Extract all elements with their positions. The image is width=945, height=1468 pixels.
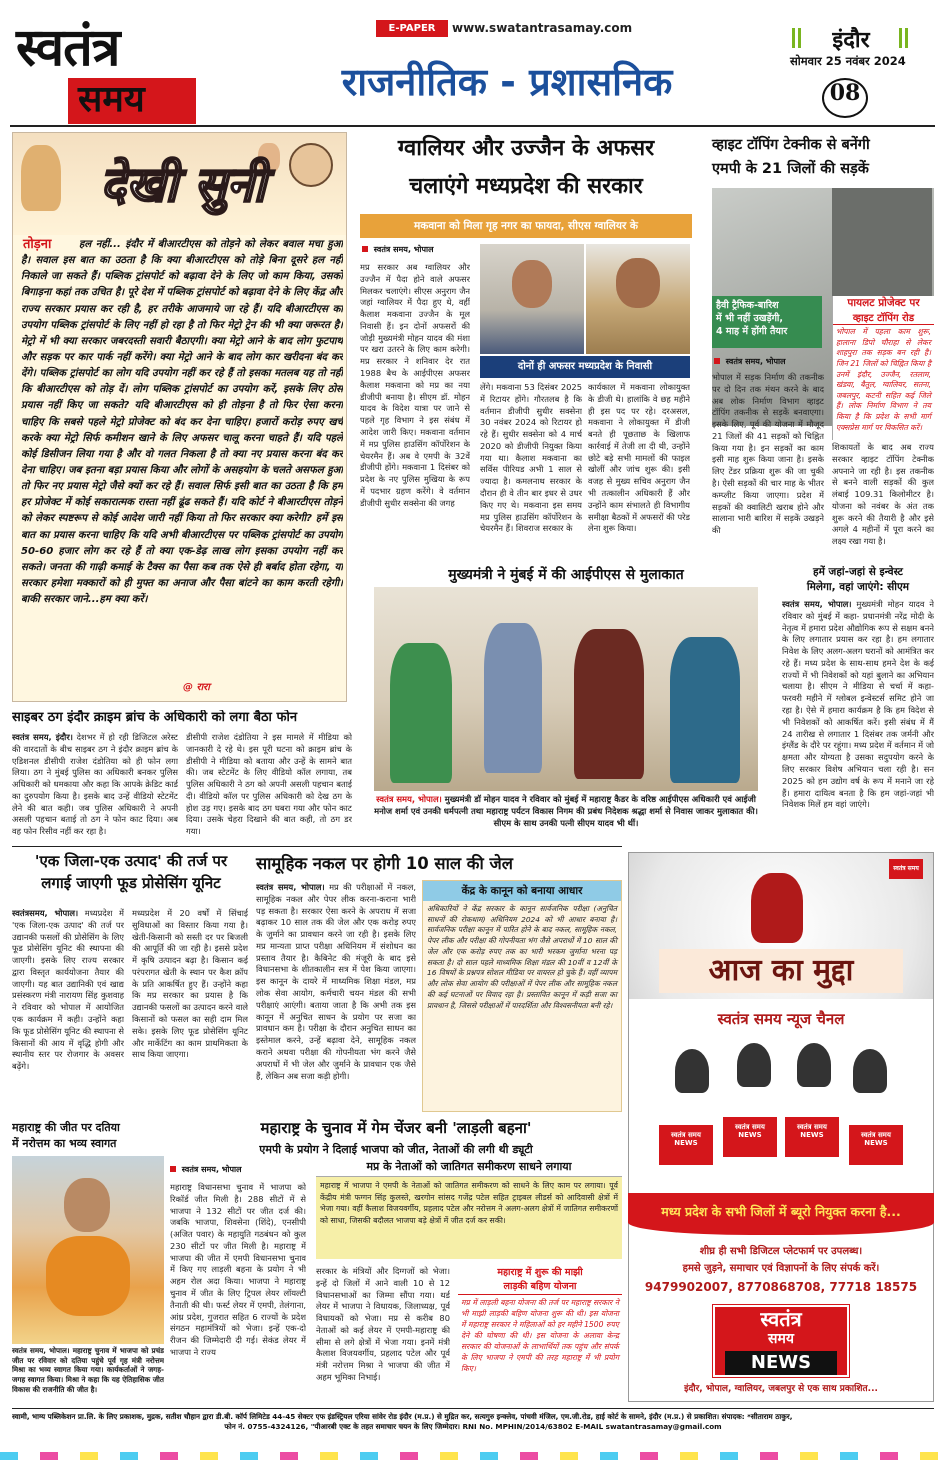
- invest-story: [782, 565, 934, 845]
- masthead: [0, 0, 945, 128]
- ad-phones[interactable]: 9479902007, 8770868708, 77718 18575: [644, 1280, 918, 1294]
- woman-left-figure: [390, 643, 452, 783]
- mic-flag-label: स्वतंत्र समय NEWS: [797, 1123, 827, 1140]
- byline-square-icon: [362, 246, 368, 252]
- nakal-story: [256, 852, 622, 1114]
- cm-mumbai-caption-text: मुख्यमंत्री डॉ मोहन यादव ने रविवार को मुंबई में महाराष्ट्र कैडर के वरिष्ठ आईपीएस अधिकारी एवं आईजी मनोज शर्मा एवं उनकी धर्मपत्नी तथा महाराष्ट्र पर्यटन विकास निगम की प्रबंध निदेशक श्रद्धा शर्मा से निवास जाकर मुलाकात की। सीएम के साथ उनकी पत्नी सीएम यादव भी थीं।: [374, 794, 758, 829]
- gwalior-story: [360, 132, 692, 562]
- gwalior-strap-text: मकवाना को मिला गृह नगर का फायदा, सीएस ग्वालियर के: [414, 220, 638, 232]
- mic-3-icon: [797, 1043, 831, 1087]
- ladli-box2-title-2: लाड़की बहिण योजना: [458, 1280, 622, 1295]
- cm-meeting-photo: [374, 587, 758, 791]
- food-headline-2: लगाई जाएगी फूड प्रोसेसिंग यूनिट: [41, 874, 221, 892]
- site-url[interactable]: www.swatantrasamay.com: [452, 21, 633, 35]
- mic-2-icon: [737, 1043, 771, 1087]
- ad-banner: [628, 1193, 934, 1235]
- mid-rule: [12, 846, 622, 847]
- logo-line1: स्वतंत्र: [16, 18, 120, 78]
- wt-headline-1: व्हाइट टॉपिंग टेक्नीक से बनेंगी: [712, 137, 870, 153]
- wt-col2: शिकायतों के बाद अब राज्य सरकार व्हाइट टॉपिंग टेक्नीक अपनाने जा रही है। इस तकनीक से बनने वाली सड़कों की कुल लंबाई 109.31 किलोमीटर है। योजना को नवंबर के अंत तक शुरू करने की तैयारी है और इसे अगले 4 महीनों में पूरा करने का लक्ष्य रखा गया है।: [832, 442, 934, 547]
- cyber-story: [12, 710, 352, 850]
- ladli-col2: सरकार के मंत्रियों और दिग्गजों को भेजा। इन्हें दो जिलों में आने वाली 10 से 12 विधानसभाओं का जिम्मा सौंपा गया। थर्ड लेयर में भाजपा ने विधायक, जिलाध्यक्ष, पूर्व विधायकों को भेजा। मप्र से करीब 80 नेताओं को कई लेयर में एमपी-महाराष्ट्र की सीमा से लगे क्षेत्रों में भेजा गया। इनमें मंत्री कैलाश विजयवर्गीय, प्रहलाद पटेल और पूर्व मंत्री नरोत्तम मिश्रा ने भाजपा की जीत में अहम भूमिका निभाई।: [316, 1266, 450, 1383]
- imprint-rule: [12, 1408, 934, 1409]
- ladli-col1: महाराष्ट्र विधानसभा चुनाव में भाजपा को रिकॉर्ड जीत मिली है। 288 सीटों में से भाजपा ने 132 सीटों पर जीत दर्ज की। जबकि भाजपा, शिवसेना (शिंदे), एनसीपी (अजित पवार) के महायुति गठबंधन को कुल 230 सीटों पर जीत मिली है। महाराष्ट्र में भाजपा की जीत में एमपी विधानसभा चुनाव में किए गए लाड़ली बहना के प्रयोग ने भी अहम रोल अदा किया। भाजपा ने महाराष्ट्र चुनाव में जीत के लिए ट्रिपल लेयर लॉयल्टी तैनाती की थी। फर्स्ट लेयर में एमपी, तेलंगाना, आंध्र प्रदेश, गुजरात सहित 6 राज्यों के प्रदेश संगठन महामंत्रियों को भेजा। इन्हें एक-दो रीजन की जिम्मेदारी दी गई। सेकंड लेयर में भाजपा ने राज्य: [170, 1182, 306, 1357]
- wt-byline: [714, 356, 786, 367]
- cm-figure: [574, 629, 644, 779]
- ad-news-logo: [713, 1305, 849, 1377]
- gwalior-strap: [360, 214, 692, 238]
- imprint-line1: स्वामी, भाग्य पब्लिकेशन प्रा.लि. के लिए प्रकाशक, मुद्रक, सतीश चौहान द्वारा डी.बी. कॉर्प लिमिटेड 44-45 सेक्टर एफ इंडस्ट्रियल एरिया सांवेर रोड इंदौर (म.प्र.) से मुद्रित कर, सत्यगुरु इन्क्लेव, पांचवी मंजिल, एम.जी.रोड, हाई कोर्ट के सामने, इंदौर (म.प्र.) से प्रकाशित। संपादक: *सीताराम ठाकुर,: [12, 1412, 793, 1421]
- mic-flag-3: [785, 1117, 839, 1157]
- gwalior-headline-2: चलाएंगे मध्यप्रदेश की सरकार: [409, 174, 643, 199]
- page-number: 08: [829, 80, 861, 106]
- food-col1-text: मध्यप्रदेश में 'एक जिला-एक उत्पाद' की तर्ज पर उद्यानकी फसलों की प्रोसेसिंग के लिए फूड प्रोसेसिंग यूनिट की स्थापना की जाएगी। इसके लिए राज्य सरकार द्वारा विस्तृत कार्ययोजना तैयार की जाएगी। यह बात उद्यानिकी एवं खाद्य प्रसंस्करण मंत्री नारायण सिंह कुशवाह ने रविवार को भोपाल में आयोजित एक कार्यक्रम में कही। उन्होंने कहा कि फूड प्रोसेसिंग यूनिट की स्थापना से किसानों की आय में वृद्धि होगी और स्थानीय स्तर पर रोजगार के अवसर बढ़ेंगे।: [12, 908, 124, 1072]
- logo-line2: समय: [78, 79, 145, 120]
- ad-footer-line: इंदौर, भोपाल, ग्वालियर, जबलपुर से एक साथ प्रकाशित...: [684, 1384, 878, 1394]
- epaper-label: E-PAPER: [388, 23, 436, 34]
- listener-face-icon: [289, 143, 333, 187]
- cyber-col2: डीसीपी राजेश दंडोतिया ने इस मामले में मीडिया को जानकारी दे रहे थे। इस पूरी घटना को क्राइम ब्रांच के डीसीपी ने मीडिया को बताया और उन्हें के सामने बात की। जब स्टेटमेंट के लिए वीडियो कॉल लगाया, तब पुलिस अधिकारी ने ठग को अपनी असली पहचान बताई दी। वीडियो कॉल पर पुलिस अधिकारी को देख ठग के होश उड़ गए। इसके बाद ठग घबरा गया और फोन काट दिया। उसके चेहरा दिखाने की बात कही, तो ठग डर गया।: [186, 732, 352, 837]
- nakal-box-text: अधिकारियों ने केंद्र सरकार के कानून सार्वजनिक परीक्षा (अनुचित साधनों की रोकथाम) अधिनियम 2024 को भी आधार बनाया है। सार्वजनिक परीक्षा कानून में पारित होने के बाद नकल, सामूहिक नकल, पेपर लीक और परीक्षा की गोपनीयता भंग जैसे अपराधों में 10 साल की जेल और एक करोड़ रुपए तक का भारी भरकम जुर्माना भरना पड़ सकता है। दो साल पहले माध्यमिक शिक्षा मंडल की 10वीं व 12वीं के 16 विषयों के प्रश्नपत्र सोशल मीडिया पर वायरल हो चुके हैं। वहीं व्यापम और लोक सेवा आयोग की परीक्षाओं में पेपर लीक और सामूहिक नकल की कई घटनाओं पर विवाद रहा है। प्रस्तावित कानून में कड़ी सजा का प्रावधान है, जिससे परीक्षाओं में पारदर्शिता और विश्वसनीयता बनी रहे।: [427, 904, 617, 1010]
- imprint-line2: फोन नं. 0755-4324126, "पीआरबी एक्ट के तहत समाचार चयन के लिए जिम्मेदार। RNI No. MPHIN/2014/63802 E-MAIL swatantrasamay@gmail.com: [224, 1422, 722, 1432]
- ad-logo-news: NEWS: [725, 1351, 837, 1375]
- nakal-byline: स्वतंत्र समय, भोपाल।: [256, 882, 325, 892]
- dekhi-suni-lead: तोड़ना: [23, 237, 52, 252]
- gwalior-photo-caption: दोनों ही अफसर मध्यप्रदेश के निवासी: [480, 356, 690, 378]
- wt-side-head-1: पायलट प्रोजेक्ट पर: [847, 297, 920, 309]
- wt-byline-text: स्वतंत्र समय, भोपाल: [725, 357, 786, 366]
- wt-caption-box: [712, 296, 822, 348]
- cyber-col1-text: देशभर में हो रही डिजिटल अरेस्ट की वारदातों के बीच साइबर ठग ने इंदौर क्राइम ब्रांच के एडिशनल डीसीपी राजेश दंडोतिया को ही फोन लगा लिया। ठग ने मुंबई पुलिस का अधिकारी बनकर पुलिस अधिकारी को धमकाया और कहा कि आपके क्रेडिट कार्ड का दुरुपयोग किया है। इसके बाद उन्हें वीडियो स्टेटमेंट लेने की बात कही। जब पुलिस अधिकारी ने अपनी असली पहचान बताई तो ठग ने फोन काट दिया। अब वह फोन रिसीव नहीं कर रहा है।: [12, 732, 178, 837]
- ladli-box2: [458, 1266, 622, 1402]
- byline-square-icon: [714, 358, 720, 364]
- nakal-headline: सामूहिक नकल पर होगी 10 साल की जेल: [256, 854, 513, 873]
- gwalior-headline-1: ग्वालियर और उज्जैन के अफसर: [397, 136, 655, 161]
- datia-caption: स्वतंत्र समय, भोपाल। महाराष्ट्र चुनाव में भाजपा को प्रचंड जीत पर रविवार को दतिया पहुंचे पूर्व गृह मंत्री नरोत्तम मिश्रा का भव्य स्वागत किया गया। कार्यकर्ताओं ने जगह-जगह स्वागत किया। मिश्रा ने कहा कि यह ऐतिहासिक जीत विकास की राजनीति की जीत है।: [12, 1346, 164, 1394]
- makwana-photo: [480, 244, 584, 354]
- dekhi-suni-box: [12, 132, 347, 702]
- garland: [46, 1236, 130, 1316]
- ladli-byline: [170, 1164, 242, 1175]
- datia-story: [12, 1120, 164, 1402]
- invest-headline-2: मिलेगा, वहां जाएंगे: सीएम: [806, 581, 910, 593]
- ad-mini-logo-text: स्वतंत्र समय: [893, 865, 919, 872]
- gwalior-col1: मप्र सरकार अब ग्वालियर और उज्जैन में पैदा होने वाले अफसर मिलकर चलाएंगे। सीएस अनुराग जैन जहां ग्वालियर में पैदा हुए थे, वहीं कैलाश मकवाना उज्जैन के मूल निवासी हैं। इन दोनों अफसरों की जोड़ी मुख्यमंत्री मोहन यादव की मंशा पर खरा उतरने के लिए काम करेगी। मप्र सरकार ने शनिवार देर रात 1988 बैच के आईपीएस अफसर कैलाश मकवाना को मप्र का नया डीजीपी बनाया है। सीएम डॉ. मोहन यादव के विदेश यात्रा पर जाने से पहले गृह विभाग ने इस संबंध में आदेश जारी किए। मकवाना वर्तमान में मप्र पुलिस हाउसिंग कॉर्पोरेशन के चेयरमैन हैं। अब वे एमपी के 32वें डीजीपी होंगे। मकवाना 1 दिसंबर को प्रदेश के नए पुलिस मुखिया के रूप में पदभार ग्रहण करेंगे। वे वर्तमान डीजीपी सुधीर सक्सेना की जगह: [360, 262, 470, 508]
- byline-square-icon: [170, 1166, 176, 1172]
- cm-mumbai-headline: मुख्यमंत्री ने मुंबई में की आईपीएस से मुलाकात: [448, 567, 684, 583]
- cyber-col1: [12, 732, 178, 848]
- wt-headline-2: एमपी के 21 जिलों की सड़कें: [712, 161, 869, 177]
- cm-mumbai-caption: [374, 793, 758, 841]
- ad-channel-band: [629, 999, 933, 1039]
- white-topping-story: [712, 132, 934, 562]
- ad-logo-line1: स्वतंत्र: [760, 1307, 802, 1331]
- cm-mumbai-byline: स्वतंत्र समय, भोपाल।: [376, 794, 442, 804]
- wt-side-head-2: व्हाइट टॉपिंग रोड: [833, 310, 934, 325]
- ladli-byline-text: स्वतंत्र समय, भोपाल: [181, 1165, 242, 1174]
- mic-flag-1: [659, 1125, 713, 1165]
- mic-flag-4: [849, 1125, 903, 1165]
- man-figure-1: [484, 623, 542, 773]
- invest-byline: स्वतंत्र समय, भोपाल।: [782, 599, 852, 609]
- invest-body-text: मुख्यमंत्री मोहन यादव ने रविवार को मुंबई में कहा- प्रधानमंत्री नरेंद्र मोदी के नेतृत्व में हमारा प्रदेश औद्योगिक रूप से सक्षम बनने के लिए लगातार प्रयास कर रहा है। हम लगातार निवेश के लिए अलग-अलग घरानों को आमंत्रित कर रहे हैं। मध्य प्रदेश के साथ-साथ हमने देश के कई राज्यों में भी निवेशकों को यहां बुलाने का अभियान चलाया है। सीएम ने मीडिया से चर्चा में कहा- फरवरी महीने में ग्लोबल इन्वेस्टर्स समिट होने जा रहा है। ऐसे में हमारा कार्यक्रम है कि हम विदेश से भी निवेशकों को आकर्षित करें। इसी संबंध में मैं 24 तारीख से लगातार 1 दिसंबर तक जर्मनी और इंग्लैंड के दौरे पर रहूंगा। मध्य प्रदेश में वर्तमान में जो क्षमता और योग्यता है उसका सदुपयोग करने के लिए सरकार विशेष अभियान चला रही है। सन 2025 को हम उद्योग वर्ष के रूप में मनाने जा रहे हैं। हमारा दायित्व बनता है कि हम जहां-जहां भी निवेशक मिलें हम वहां जाएंगे।: [782, 599, 934, 810]
- spy-figure-icon: [21, 145, 61, 211]
- ad-logo-line2: समय: [768, 1331, 794, 1347]
- mic-flag-label: स्वतंत्र समय NEWS: [671, 1131, 701, 1148]
- ladli-headline: महाराष्ट्र के चुनाव में गेम चेंजर बनी 'लाड़ली बहना': [260, 1119, 532, 1137]
- epaper-badge: [376, 20, 448, 37]
- cyber-headline: साइबर ठग इंदौर क्राइम ब्रांच के अधिकारी को लगा बैठा फोन: [12, 710, 298, 725]
- ladli-box2-title-1: महाराष्ट्र में शुरू की माझी: [497, 1267, 583, 1278]
- food-col1: [12, 908, 124, 1118]
- ad-contact: [629, 1243, 933, 1303]
- wt-side-text: भोपाल में पहला काम शुरू, हालाना डिपो चौराहा से लेकर शाहपुरा तक सड़क बन रही है। जिन 21 जिलों को चिह्नित किया है उनमें इंदौर, उज्जैन, रतलाम, खंडवा, बैतूल, ग्वालियर, सतना, जबलपुर, कटनी सहित कई जिले हैं। लोक निर्माण विभाग ने तय किया है कि प्रदेश के सभी मार्ग एक्सप्रेस मार्ग पर विकसित करें।: [836, 327, 931, 432]
- woman-right-figure: [670, 637, 740, 783]
- mic-1-icon: [675, 1049, 709, 1093]
- ad-mini-logo: [889, 859, 923, 879]
- food-story: [12, 852, 250, 1120]
- cyber-byline: स्वतंत्र समय, इंदौर।: [12, 732, 73, 742]
- food-byline: स्वतंत्रसमय, भोपाल।: [12, 908, 79, 918]
- gwalior-col2: लेंगे। मकवाना 53 दिसंबर 2025 में रिटायर होंगे। गौरतलब है कि वर्तमान डीजीपी सुधीर सक्सेना 30 नवंबर 2024 को रिटायर हो रहे हैं। सुधीर सक्सेना को 4 मार्च 2020 को डीजीपी नियुक्त किया गया था। कैलाश मकवाना का सर्विस पीरियड अभी 1 साल से ज्यादा है। कमलनाथ सरकार के दौरान ही वे तीन बार इधर से उधर किए गए थे। मकवाना इस समय मप्र पुलिस हाउसिंग कॉर्पोरेशन के चेयरमैन हैं। शिवराज सरकार के: [480, 382, 582, 534]
- mic-flag-label: स्वतंत्र समय NEWS: [861, 1131, 891, 1148]
- logo: [14, 18, 204, 127]
- city-name: इंदौर: [832, 28, 870, 53]
- datia-headline-1: महाराष्ट्र की जीत पर दतिया: [12, 1121, 120, 1134]
- anurag-jain-photo: [586, 244, 690, 354]
- wt-caption-1: हैवी ट्रैफिक-बारिश: [716, 300, 779, 311]
- ad-banner-text: मध्य प्रदेश के सभी जिलों में ब्यूरो नियुक्त करना है...: [661, 1204, 901, 1219]
- wt-caption-3: 4 माह में होंगी तैयार: [716, 326, 788, 337]
- dekhi-suni-header: [13, 133, 346, 235]
- jain-face: [616, 258, 660, 308]
- ladli-box2-text: मप्र में लाड़ली बहना योजना की तर्ज पर महाराष्ट्र सरकार ने भी माझी लाड़की बहिण योजना शुरू की थी। इस योजना में महाराष्ट्र सरकार ने महिलाओं को हर महीने 1500 रुपए देने की घोषणा की थी। इस योजना के अलावा केन्द्र सरकार की योजनाओं के लाभार्थियों तक पहुंच और संपर्क के लिए भाजपा ने एमपी की तरह महाराष्ट्र में भी प्रयोग किए।: [461, 1298, 619, 1373]
- dekhi-suni-signature: @ रारा: [183, 682, 210, 693]
- gwalior-byline: [362, 244, 434, 255]
- aaj-ka-mudda-title: आज का मुद्दा: [659, 949, 903, 993]
- masthead-rule: [10, 125, 935, 127]
- food-headline-1: 'एक जिला-एक उत्पाद' की तर्ज पर: [34, 852, 228, 870]
- issue-date: सोमवार 25 नवंबर 2024: [790, 54, 906, 68]
- aaj-ka-mudda-ad[interactable]: [628, 852, 934, 1402]
- wt-side-box: [832, 296, 934, 440]
- ad-channel: स्वतंत्र समय न्यूज चैनल: [717, 1010, 845, 1028]
- makwana-face: [512, 260, 552, 308]
- section-title: राजनीतिक - प्रशासनिक: [341, 60, 673, 104]
- registration-marks: [0, 1452, 945, 1460]
- mic-flag-label: स्वतंत्र समय NEWS: [735, 1123, 765, 1140]
- narottam-face: [64, 1178, 110, 1232]
- dekhi-suni-title: देखी सुनी: [100, 157, 266, 213]
- ladli-box1-title: मप्र के नेताओं को जातिगत समीकरण साधने लगाया: [316, 1158, 622, 1177]
- ladli-box1: [316, 1158, 622, 1262]
- ladli-subhead: एमपी के प्रयोग ने दिलाई भाजपा को जीत, नेताओं की लगी थी ड्यूटी: [259, 1143, 533, 1156]
- nakal-box: [422, 880, 622, 1112]
- ad-line1: शीघ्र ही सभी डिजिटल प्लेटफार्म पर उपलब्ध।: [699, 1246, 863, 1257]
- wt-caption-2: में भी नहीं उखड़ेंगी,: [716, 313, 783, 324]
- nakal-box-title: केंद्र के कानून को बनाया आधार: [423, 881, 621, 901]
- invest-headline-1: हमें जहां-जहां से इन्वेस्ट: [813, 566, 903, 578]
- narottam-photo: [12, 1156, 164, 1344]
- wt-col1: भोपाल में सड़क निर्माण की तकनीक पर दो दिन तक मंथन करने के बाद अब लोक निर्माण विभाग व्हाइट टॉपिंग तकनीक से सड़कें बनवाएगा। इसके लिए, पूर्व की योजना में मौजूद 21 जिलों की 41 सड़कों को चिह्नित किया गया है। इन सड़कों का काम इसी माह शुरू किया जाना है। इसके लिए टेंडर प्रक्रिया शुरू की जा चुकी है। ऐसी सड़कों की चार माह के भीतर कम्प्लीट किया जाएगा। प्रदेश में सड़कों की क्वालिटी खराब होने और सालाना भारी बारिश में सड़कें उखड़ने की: [712, 372, 824, 536]
- fist-icon: [751, 873, 803, 943]
- ladli-box1-text: महाराष्ट्र में भाजपा ने एमपी के नेताओं को जातिगत समीकरण को साधने के लिए काम पर लगाया। पूर्व केंद्रीय मंत्री फग्गन सिंह कुलस्ते, खरगोन सांसद गजेंद्र पटेल सहित ट्राइबल लीडर्स को आदिवासी क्षेत्रों में भेजा गया। वहीं कैलाश विजयवर्गीय, प्रहलाद पटेल और नरोत्तम ने अलग-अलग क्षेत्रों में जातिगत समीकरणों को साधा, जिसकी बदौलत भाजपा बड़े क्षेत्रों में जीत दर्ज कर सकी।: [316, 1177, 622, 1259]
- city-bars-right: [899, 28, 908, 48]
- mic-4-icon: [853, 1049, 887, 1093]
- gwalior-col3: कार्यकाल में मकवाना लोकायुक्त के डीजी थे। हालांकि वे छह महीने ही इस पद पर रहे। दरअसल, मकवाना ने लोकायुक्त में डीजी बनते ही पूछताछ के खिलाफ कार्रवाई में तेजी ला दी थी, उन्होंने छोटे बड़े सभी मामलों की फाइल खोलीं और जांच शुरू की। इसी वजह से मुख्य सचिव अनुराग जैन भी तत्कालीन अधिकारी हैं और उन्होंने काम संभालते ही विभागीय समीक्षा बैठकों में अफसरों की परेड लेना शुरू किया।: [588, 382, 690, 534]
- mic-flag-2: [723, 1117, 777, 1157]
- datia-headline-2: में नरोत्तम का भव्य स्वागत: [12, 1137, 117, 1150]
- cm-mumbai-story: [360, 565, 772, 843]
- ladli-story: [170, 1118, 622, 1402]
- food-col2: मध्यप्रदेश में 20 वर्षों में सिंचाई सुविधाओं का विस्तार किया गया है। खेती-किसानी को सस्ती दर पर बिजली की आपूर्ति की जा रही है। इससे प्रदेश में कृषि उत्पादन बढ़ा है। किसान कई परंपरागत खेती के स्थान पर कैश क्रॉप के प्रति आकर्षित हुए हैं। उन्होंने कहा कि मप्र सरकार का प्रयास है कि उद्यानकी फसलों का उत्पादन करने वाले किसानों को फसल का सही दाम मिल सके। इसके लिए फूड प्रोसेसिंग यूनिट और मार्केटिंग का काम प्राथमिकता के साथ किया जाएगा।: [132, 908, 248, 1060]
- ad-line2: हमसे जुड़ने, समाचार एवं विज्ञापनों के लिए संपर्क करें।: [682, 1263, 880, 1274]
- imprint: [12, 1412, 934, 1446]
- invest-body: [782, 599, 934, 843]
- nakal-body: [256, 882, 416, 1112]
- microphones: [629, 1039, 933, 1209]
- nakal-body-text: मप्र की परीक्षाओं में नकल, सामूहिक नकल और पेपर लीक करना-कराना भारी पड़ सकता है। सरकार ऐसा करने के अपराध में सजा बढ़ाकर 10 साल तक की जेल और एक करोड़ रुपए के जुर्माने का प्रावधान करने जा रही है। इसके लिए मप्र मान्यता प्राप्त परीक्षा अधिनियम में संशोधन का प्रस्ताव तैयार है। कैबिनेट की मंजूरी के बाद इसे विधानसभा के शीतकालीन सत्र में पेश किया जाएगा। इस कानून के दायरे में माध्यमिक शिक्षा मंडल, मप्र लोक सेवा आयोग, कर्मचारी चयन मंडल की सभी परीक्षाएं आएंगी। बताया जाता है कि अभी तक इस कानून में अनुचित साधन के प्रयोग पर सजा का प्रावधान कम है। परीक्षा के दौरान अनुचित साधन का इस्तेमाल करने, उन्हें बढ़ावा देने, सामूहिक नकल कराने अथवा परीक्षा की गोपनीयता भंग करने जैसे अपराधों में भी जेल और जुर्माने के प्रावधान एक जैसे हैं, लेकिन अब सजा कड़ी होगी।: [256, 882, 416, 1081]
- city-bars: [792, 28, 801, 48]
- dekhi-suni-body: हल नहीं... इंदौर में बीआरटीएस को तोड़ने को लेकर बवाल मचा हुआ है। सवाल इस बात का उठता है कि क्या बीआरटीएस को तोड़े बिना दूसरे हल नहीं निकाले जा सकते हैं। पब्लिक ट्रांसपोर्ट को बढ़ावा देने के लिए जो काम किया, उसको बिगाड़ना कहां तक उचित है। पूरे देश में पब्लिक ट्रांसपोर्ट को बढ़ावा देने के लिए केंद्र और राज्य सरकार प्रयास कर रही है, हर तरीके आजमाये जा रहे हैं। यदि बीआरटीएस का उपयोग पब्लिक ट्रांसपोर्ट के लिए नहीं हो रहा है तो फिर मेट्रो ट्रेन की भी क्या जरूरत है। मेट्रो में भी क्या सरकार जबरदस्ती सवारी बैठाएगी। क्या मेट्रो आने के बाद लोग फुटपाथ और सड़क पर कार पार्क नहीं करेंगे। क्या मेट्रो आने के बाद लोग कार खरीदना बंद कर देंगे। पब्लिक ट्रांसपोर्ट का लोग यदि उपयोग नहीं कर रहे हैं तो इसका मतलब यह तो नहीं कि बीआरटीएस को तोड़ दें। लोग पब्लिक ट्रांसपोर्ट का उपयोग करें, इसके लिए ठोस प्रयास नहीं किए जा सकते? यदि बीआरटीएस को ही तोड़ना है तो फिर ऐसा करना चाहिए कि सबसे पहले मेट्रो प्रोजेक्ट को बंद कर देना चाहिए। हजारों करोड़ रुपए खर्च करके क्या मेट्रो सिर्फ कमीशन खाने के लिए अफसर चालू करना चाहते हैं। यदि पहले कोई डिसीजन लिया गया है और वो गलत निकला है तो क्या नए प्रयास करना बंद कर देना चाहिए। जब इतना बड़ा प्रयास किया और लोगों के असहयोग के चलते असफल हुआ तो फिर नए प्रयास मेट्रो जैसे क्यों कर रहे हैं। सवाल सिर्फ इसी बात का उठता है कि हम हर प्रोजेक्ट में कोई सकारात्मक रास्ता नहीं ढूंढ सकते हैं। यदि कोर्ट ने बीआरटीएस तोड़ने को लेकर स्पष्टरूप से कोई आदेश जारी नहीं किया तो फिर सरकार क्या करेगी? हमें इस बात का प्रयास करना चाहिए कि यदि अभी बीआरटीएस पर पब्लिक ट्रांसपोर्ट का उपयोग 50-60 हजार लोग कर रहे हैं तो क्या एक-डेढ़ लाख लोग इसका उपयोग नहीं कर सकते। जनता की गाढ़ी कमाई के टैक्स का पैसा कब तक ऐसे ही बर्बाद होता रहेगा, या सरकार हमेशा मक्कारों को ही मुफ्त का अनाज और पैसा बांटने का काम करती रहेगी। बाकी सरकार जाने...हम क्या करें।: [21, 239, 343, 606]
- gwalior-byline-text: स्वतंत्र समय, भोपाल: [373, 245, 434, 254]
